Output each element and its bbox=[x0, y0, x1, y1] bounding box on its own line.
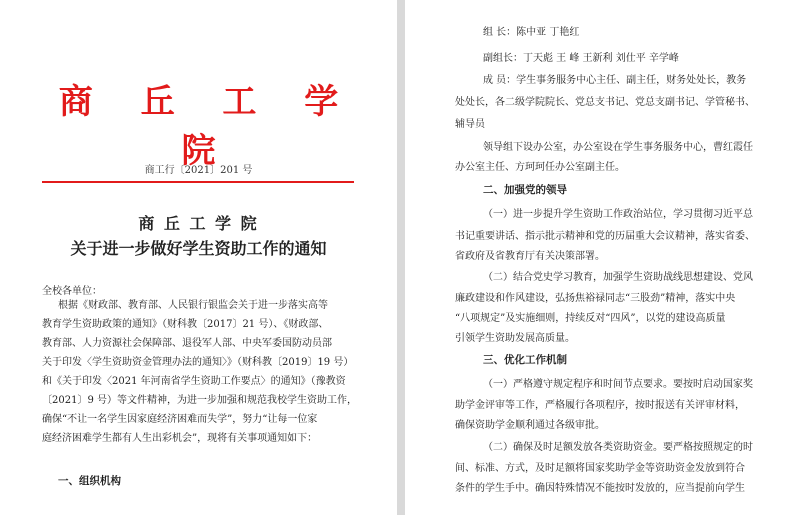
s2-p2-rest bbox=[455, 289, 735, 348]
text-line: 副组长：丁天彪 王 峰 王新利 刘仕平 辛学峰 bbox=[483, 53, 679, 64]
text-line: （一）严格遵守规定程序和时间节点要求。要按时启动国家奖 bbox=[483, 379, 753, 390]
text-line: 处处长，各二级学院院长、党总支书记、党总支副书记、学管秘书、 bbox=[455, 97, 755, 108]
text-line: 间、标准、方式，及时足额将国家奖助学金等资助资金发放到符合 bbox=[455, 463, 745, 474]
section-heading-1: 一、组织机构 bbox=[58, 475, 121, 487]
text-line: 确保资助学金顺利通过各级审批。 bbox=[455, 420, 605, 431]
section-heading-2: 二、加强党的领导 bbox=[483, 184, 567, 196]
s3-p2-rest bbox=[455, 459, 745, 498]
s3-p2-first bbox=[483, 438, 753, 457]
members-line-first bbox=[483, 71, 746, 90]
s3-p1-rest bbox=[455, 396, 745, 435]
members-lines bbox=[455, 93, 755, 134]
text-line: 书记重要讲话、指示批示精神和党的历届重大会议精神，落实省委、 bbox=[455, 231, 755, 242]
text-line: 成 员：学生事务服务中心主任、副主任，财务处处长，教务 bbox=[483, 75, 747, 86]
deputy-leader-line bbox=[483, 49, 679, 68]
text-line: 条件的学生手中。确因特殊情况不能按时发放的，应当提前向学生 bbox=[455, 483, 745, 494]
text-line: “八项规定”及实施细则，持续反对“四风”，以党的建设高质量 bbox=[455, 313, 726, 324]
text-line: （二）结合党史学习教育，加强学生资助战线思想建设、党风 bbox=[483, 272, 753, 283]
text-line: 关于印发〈学生资助资金管理办法的通知〉》（财科教〔2019〕19 号） bbox=[42, 357, 354, 368]
text-line: （一）进一步提升学生资助工作政治站位，学习贯彻习近平总 bbox=[483, 209, 753, 220]
text-line: （二）确保及时足额发放各类资助资金。要严格按照规定的时 bbox=[483, 442, 753, 453]
text-line: 辅导员 bbox=[455, 119, 485, 130]
s2-p1-rest bbox=[455, 227, 755, 266]
title-issuer: 商 丘 工 学 院 bbox=[138, 214, 259, 233]
text-line: 和《关于印发〈2021 年河南省学生资助工作要点〉的通知》（豫教资 bbox=[42, 376, 346, 387]
text-line: 领导组下设办公室，办公室设在学生事务服务中心，曹红霞任 bbox=[483, 142, 753, 153]
document-page-left bbox=[0, 0, 397, 515]
text-line: 引领学生资助发展高质量。 bbox=[455, 333, 575, 344]
s2-p1-first bbox=[483, 205, 753, 224]
document-title: 关于进一步做好学生资助工作的通知 bbox=[70, 239, 327, 258]
text-line: 〔2021〕9 号）等文件精神，为进一步加强和规范我校学生资助工作， bbox=[42, 395, 357, 406]
red-masthead: 商 丘 工 学 院 bbox=[58, 82, 357, 171]
text-line: 省政府及省教育厅有关决策部署。 bbox=[455, 251, 605, 262]
text-line: 确保“不让一名学生因家庭经济困难而失学”，努力“让每一位家 bbox=[42, 414, 318, 425]
text-line: 庭经济困难学生都有人生出彩机会”，现将有关事项通知如下： bbox=[42, 433, 318, 444]
group-leader-line bbox=[483, 23, 579, 42]
document-page-right bbox=[405, 0, 800, 515]
office-line-first bbox=[483, 138, 753, 157]
salutation: 全校各单位： bbox=[42, 286, 102, 297]
body-paragraph-line-first bbox=[58, 296, 328, 315]
text-line: 教育学生资助政策的通知》（财科教〔2017〕21 号）、《财政部、 bbox=[42, 319, 329, 330]
text-line: 教育部、人力资源社会保障部、退役军人部、中央军委国防动员部 bbox=[42, 338, 332, 349]
s3-p1-first bbox=[483, 375, 753, 394]
s2-p2-first bbox=[483, 268, 753, 287]
text-line: 根据《财政部、教育部、人民银行银监会关于进一步落实高等 bbox=[58, 300, 328, 311]
section-heading-3: 三、优化工作机制 bbox=[483, 354, 567, 366]
office-line bbox=[455, 158, 625, 177]
text-line: 办公室主任、方珂珂任办公室副主任。 bbox=[455, 162, 625, 173]
document-number: 商工行〔2021〕201 号 bbox=[144, 165, 253, 176]
text-line: 廉政建设和作风建设，弘扬焦裕禄同志“三股劲”精神，落实中央 bbox=[455, 293, 736, 304]
red-divider-line bbox=[42, 181, 354, 183]
body-paragraph bbox=[42, 315, 357, 448]
text-line: 组 长：陈中亚 丁艳红 bbox=[483, 27, 580, 38]
text-line: 助学金评审等工作，严格履行各项程序，按时报送有关评审材料， bbox=[455, 400, 745, 411]
